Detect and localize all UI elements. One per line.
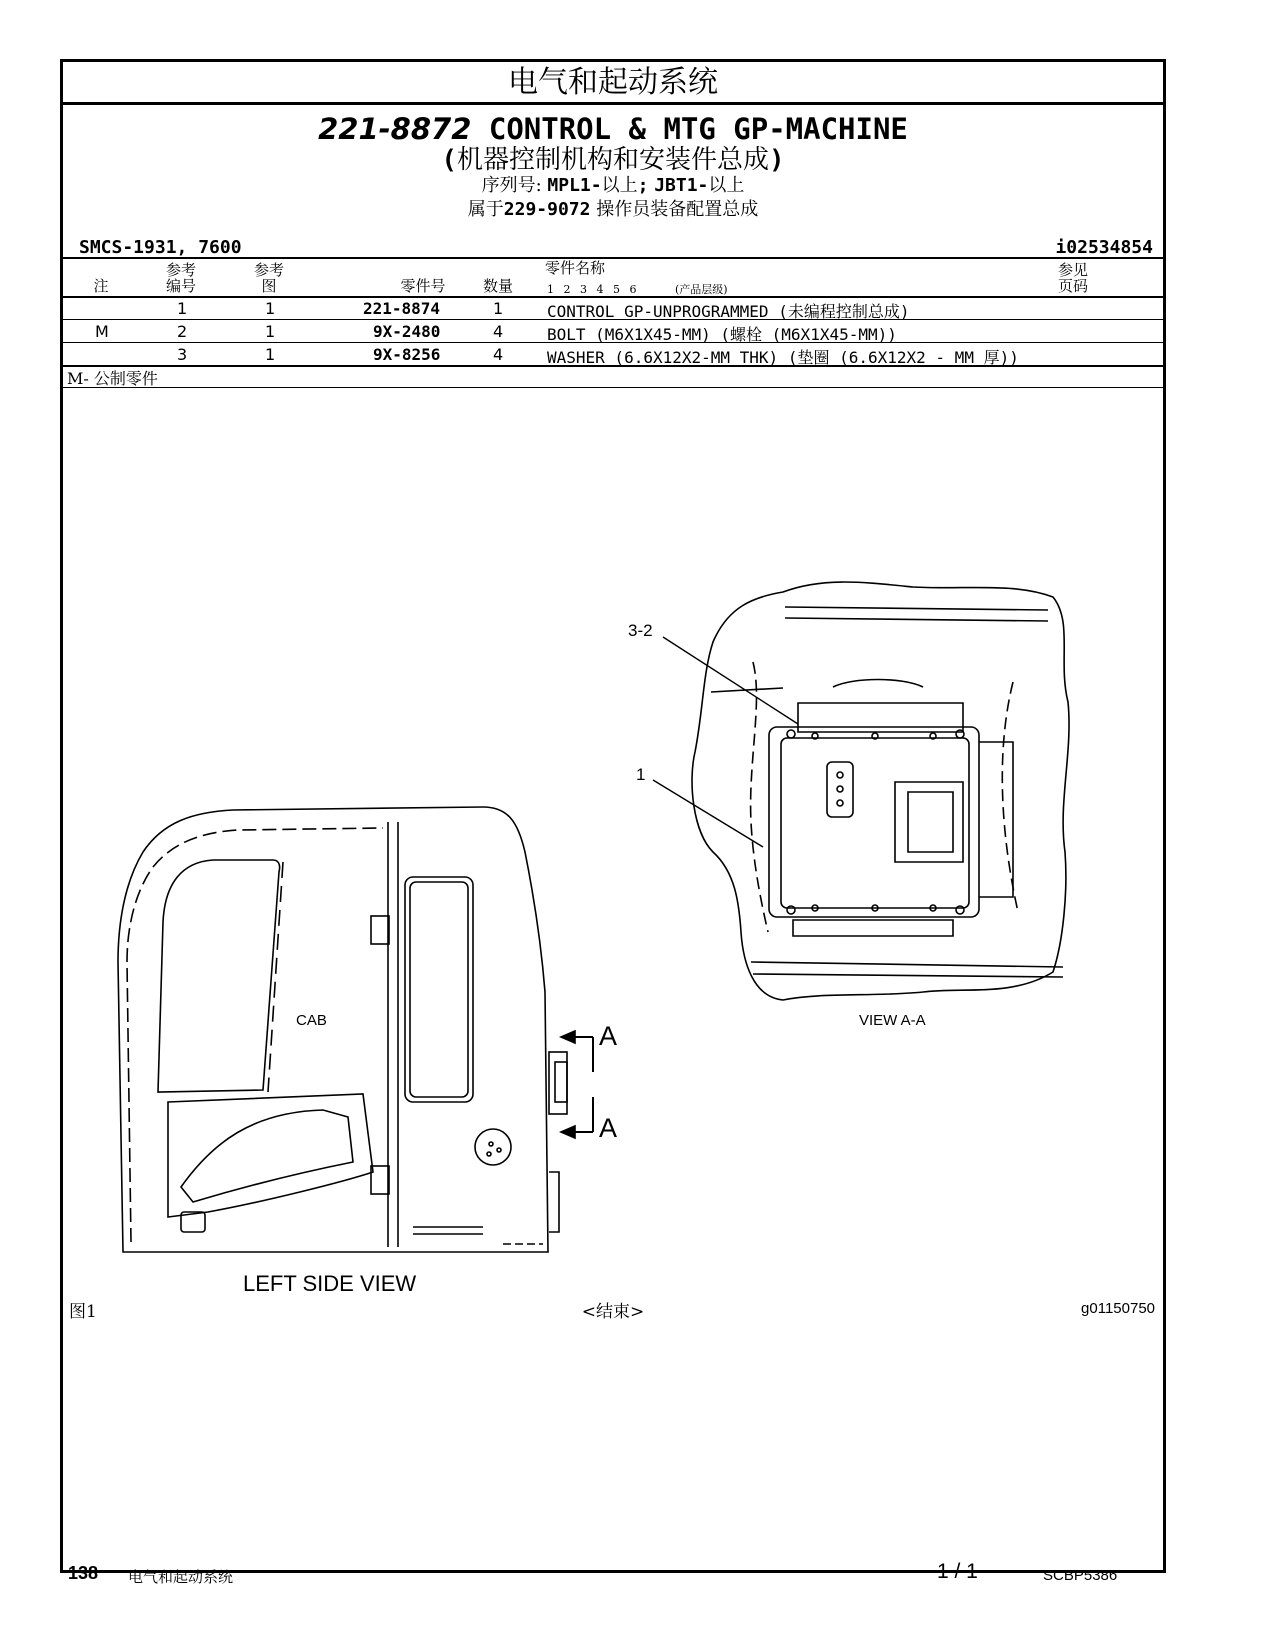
header-qty: 数量 bbox=[482, 277, 513, 295]
header-see-page-2: 页码 bbox=[1057, 277, 1088, 295]
belongs-number: 229-9072 bbox=[503, 199, 591, 220]
cell-name: BOLT (M6X1X45-MM) (螺栓 (M6X1X45-MM)) bbox=[547, 325, 897, 344]
cell-ref: 3 bbox=[177, 345, 188, 364]
cell-ref: 2 bbox=[177, 322, 188, 341]
header-levels-note: (产品层级) bbox=[675, 283, 728, 296]
cell-note: M bbox=[95, 322, 109, 341]
end-mark: <结束> bbox=[581, 1302, 645, 1322]
serial-2: JBT1- bbox=[654, 175, 709, 196]
leader-3-2 bbox=[663, 637, 798, 724]
leader-1 bbox=[653, 780, 763, 847]
header-ref-fig-2: 图 bbox=[261, 277, 277, 295]
header-ref-no-1: 参考 bbox=[165, 261, 196, 279]
cell-fig: 1 bbox=[265, 345, 276, 364]
header-note: 注 bbox=[93, 277, 109, 295]
cab-label: CAB bbox=[296, 1012, 327, 1029]
lower-window bbox=[168, 1094, 373, 1217]
section-a-top: A bbox=[599, 1021, 618, 1051]
cell-fig: 1 bbox=[265, 322, 276, 341]
bolt bbox=[787, 730, 795, 738]
serial-2-suffix: 以上 bbox=[708, 175, 745, 196]
header-ref-fig-1: 参考 bbox=[253, 261, 284, 279]
cell-part-no: 9X-8256 bbox=[373, 345, 441, 364]
parts-illustration bbox=[63, 62, 1163, 1562]
paren-close: ) bbox=[769, 145, 785, 175]
part-number: 221-8872 bbox=[318, 112, 472, 146]
footer-doc-number: SCBP5386 bbox=[1043, 1567, 1118, 1584]
view-aa-label: VIEW A-A bbox=[859, 1012, 926, 1029]
cell-part-no: 9X-2480 bbox=[373, 322, 441, 341]
page-frame bbox=[60, 59, 1166, 1573]
cell-qty: 1 bbox=[493, 299, 504, 318]
serial-1-suffix: 以上 bbox=[601, 175, 638, 196]
windshield bbox=[158, 860, 280, 1092]
belongs-name: 操作员装备配置总成 bbox=[596, 199, 759, 220]
footer-section: 电气和起动系统 bbox=[128, 1568, 234, 1586]
smcs-code: SMCS-1931, 7600 bbox=[79, 237, 242, 258]
illustration-id: i02534854 bbox=[1055, 237, 1153, 258]
section-a-bottom: A bbox=[599, 1113, 618, 1143]
ecm-module bbox=[769, 727, 979, 917]
callout-1: 1 bbox=[636, 765, 646, 784]
cell-fig: 1 bbox=[265, 299, 276, 318]
callout-3-2: 3-2 bbox=[628, 621, 653, 640]
left-side-view-label: LEFT SIDE VIEW bbox=[243, 1271, 417, 1296]
footer-page-count: 1 / 1 bbox=[937, 1560, 978, 1583]
header-part-no: 零件号 bbox=[400, 277, 446, 295]
ecm-connector bbox=[827, 762, 853, 817]
serial-sep: ; bbox=[637, 175, 649, 196]
door-window bbox=[405, 877, 473, 1102]
graphic-id: g01150750 bbox=[1081, 1300, 1155, 1317]
part-name-cn-text: 机器控制机构和安装件总成 bbox=[456, 145, 769, 175]
part-name: CONTROL & MTG GP-MACHINE bbox=[488, 112, 908, 146]
cell-qty: 4 bbox=[493, 322, 504, 341]
cell-qty: 4 bbox=[493, 345, 504, 364]
footer-page-number: 138 bbox=[68, 1563, 99, 1583]
belongs-prefix: 属于 bbox=[467, 199, 504, 220]
figure-caption: 图1 bbox=[69, 1302, 97, 1322]
cell-name: WASHER (6.6X12X2-MM THK) (垫圈 (6.6X12X2 - MM 厚)) bbox=[547, 348, 1019, 367]
cell-part-no: 221-8874 bbox=[363, 299, 441, 318]
arrow-a-bottom bbox=[561, 1126, 575, 1138]
serial-1: MPL1- bbox=[547, 175, 602, 196]
cell-ref: 1 bbox=[177, 299, 188, 318]
header-levels: 1 2 3 4 5 6 bbox=[547, 283, 637, 296]
header-part-name: 零件名称 bbox=[545, 259, 606, 277]
arrow-a-top bbox=[561, 1031, 575, 1043]
header-see-page-1: 参见 bbox=[1057, 261, 1088, 279]
header-ref-no-2: 编号 bbox=[165, 277, 196, 295]
section-title: 电气和起动系统 bbox=[63, 62, 1163, 105]
cell-name: CONTROL GP-UNPROGRAMMED (未编程控制总成) bbox=[547, 302, 910, 321]
metric-footnote: M- 公制零件 bbox=[67, 369, 158, 388]
paren-open: ( bbox=[441, 145, 457, 175]
serial-label: 序列号: bbox=[481, 175, 542, 196]
